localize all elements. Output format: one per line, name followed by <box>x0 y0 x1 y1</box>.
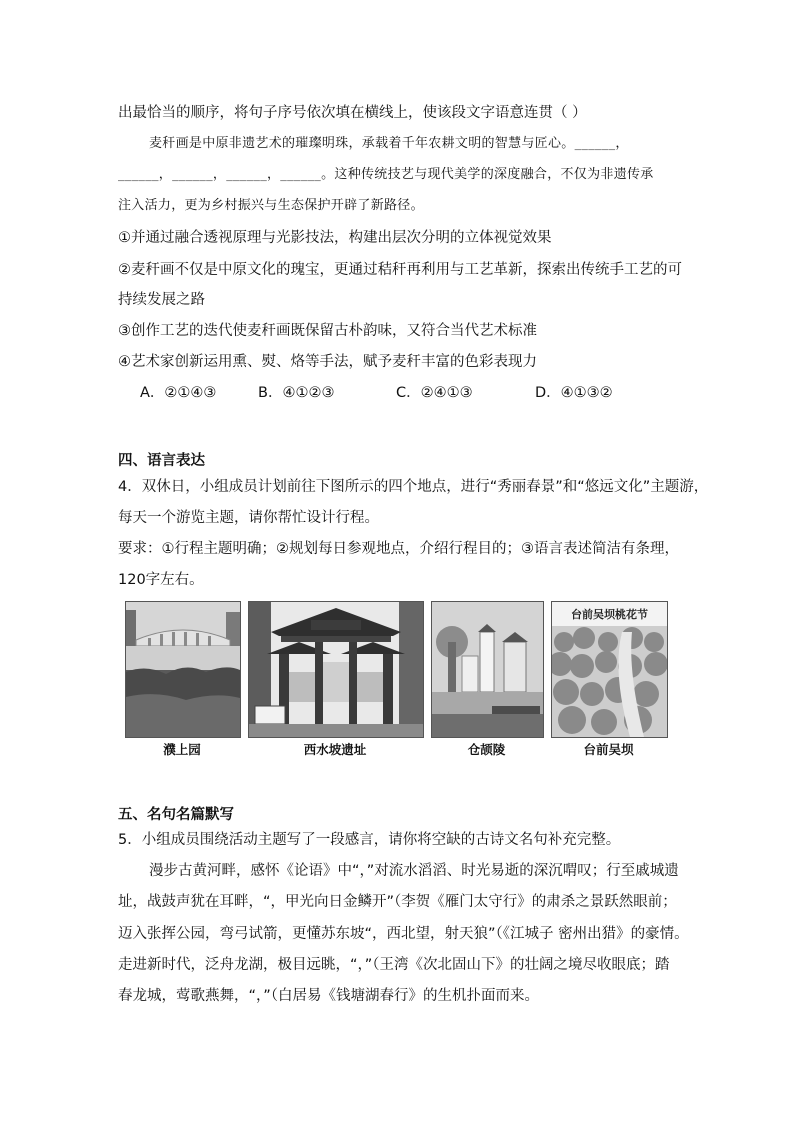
photo-sign: 台前吴坝桃花节 <box>571 608 648 621</box>
sentence-option: ②麦秆画不仅是中原文化的瑰宝，更通过秸秆再利用与工艺革新，探索出传统手工艺的可 <box>118 262 682 278</box>
photo-caption: 濮上园 <box>163 742 201 757</box>
sentence-option: ④艺术家创新运用熏、熨、烙等手法，赋予麦秆丰富的色彩表现力 <box>118 354 537 370</box>
answer-option-b[interactable]: B．④①②③ <box>258 385 335 401</box>
sentence-option: ③创作工艺的迭代使麦秆画既保留古朴韵味，又符合当代艺术标准 <box>118 323 537 339</box>
paragraph-line: 址，战鼓声犹在耳畔，“，甲光向日金鳞开”（李贺《雁门太守行》的肃杀之景跃然眼前； <box>118 894 677 910</box>
photo-caption: 仓颉陵 <box>467 742 506 757</box>
question-requirements: 120字左右。 <box>118 572 204 588</box>
mausoleum-photo <box>431 601 544 738</box>
answer-option-c[interactable]: C．②④①③ <box>396 385 473 401</box>
peach-blossom-photo <box>551 601 668 738</box>
question-intro: 出最恰当的顺序，将句子序号依次填在横线上，使该段文字语意连贯（ ） <box>118 105 587 121</box>
question-requirements: 要求：①行程主题明确；②规划每日参观地点，介绍行程目的；③语言表述简洁有条理， <box>118 541 679 557</box>
paragraph-line: 迈入张挥公园，弯弓试箭，更懂苏东坡“，西北望，射天狼”（《江城子 密州出猎》的豪情。 <box>118 926 689 942</box>
section-heading: 五、名句名篇默写 <box>118 807 234 823</box>
sentence-option: 持续发展之路 <box>118 292 205 308</box>
answer-option-a[interactable]: A．②①④③ <box>140 385 217 401</box>
answer-option-d[interactable]: D．④①③② <box>535 385 613 401</box>
sentence-option: ①并通过融合透视原理与光影技法，构建出层次分明的立体视觉效果 <box>118 230 552 246</box>
passage-line: 注入活力，更为乡村振兴与生态保护开辟了新路径。 <box>118 198 424 213</box>
question-text: 5．小组成员围绕活动主题写了一段感言，请你将空缺的古诗文名句补充完整。 <box>118 832 621 848</box>
paragraph-line: 春龙城，莺歌燕舞，“，”（白居易《钱塘湖春行》的生机扑面而来。 <box>118 988 540 1004</box>
photo-caption: 台前吴坝 <box>583 742 634 757</box>
paragraph-line: 漫步古黄河畔，感怀《论语》中“，”对流水滔滔、时光易逝的深沉喟叹；行至戚城遗 <box>149 863 679 879</box>
passage-line: 麦秆画是中原非遗艺术的璀璨明珠，承载着千年农耕文明的智慧与匠心。______， <box>149 136 629 151</box>
question-text: 每天一个游览主题，请你帮忙设计行程。 <box>118 510 379 526</box>
photo-caption: 西水坡遗址 <box>303 742 367 757</box>
paragraph-line: 走进新时代，泛舟龙湖，极目远眺，“，”（王湾《次北固山下》的壮阔之境尽收眼底；踏 <box>118 957 670 973</box>
memorial-archway-photo <box>248 601 424 738</box>
park-bridge-photo <box>125 601 241 738</box>
section-heading: 四、语言表达 <box>118 453 205 469</box>
passage-line: ______，______，______，______。这种传统技艺与现代美学的深度融合，不仅为非遗传承 <box>118 167 654 182</box>
question-text: 4．双休日，小组成员计划前往下图所示的四个地点，进行“秀丽春景”和“悠远文化”主题游， <box>118 479 709 495</box>
